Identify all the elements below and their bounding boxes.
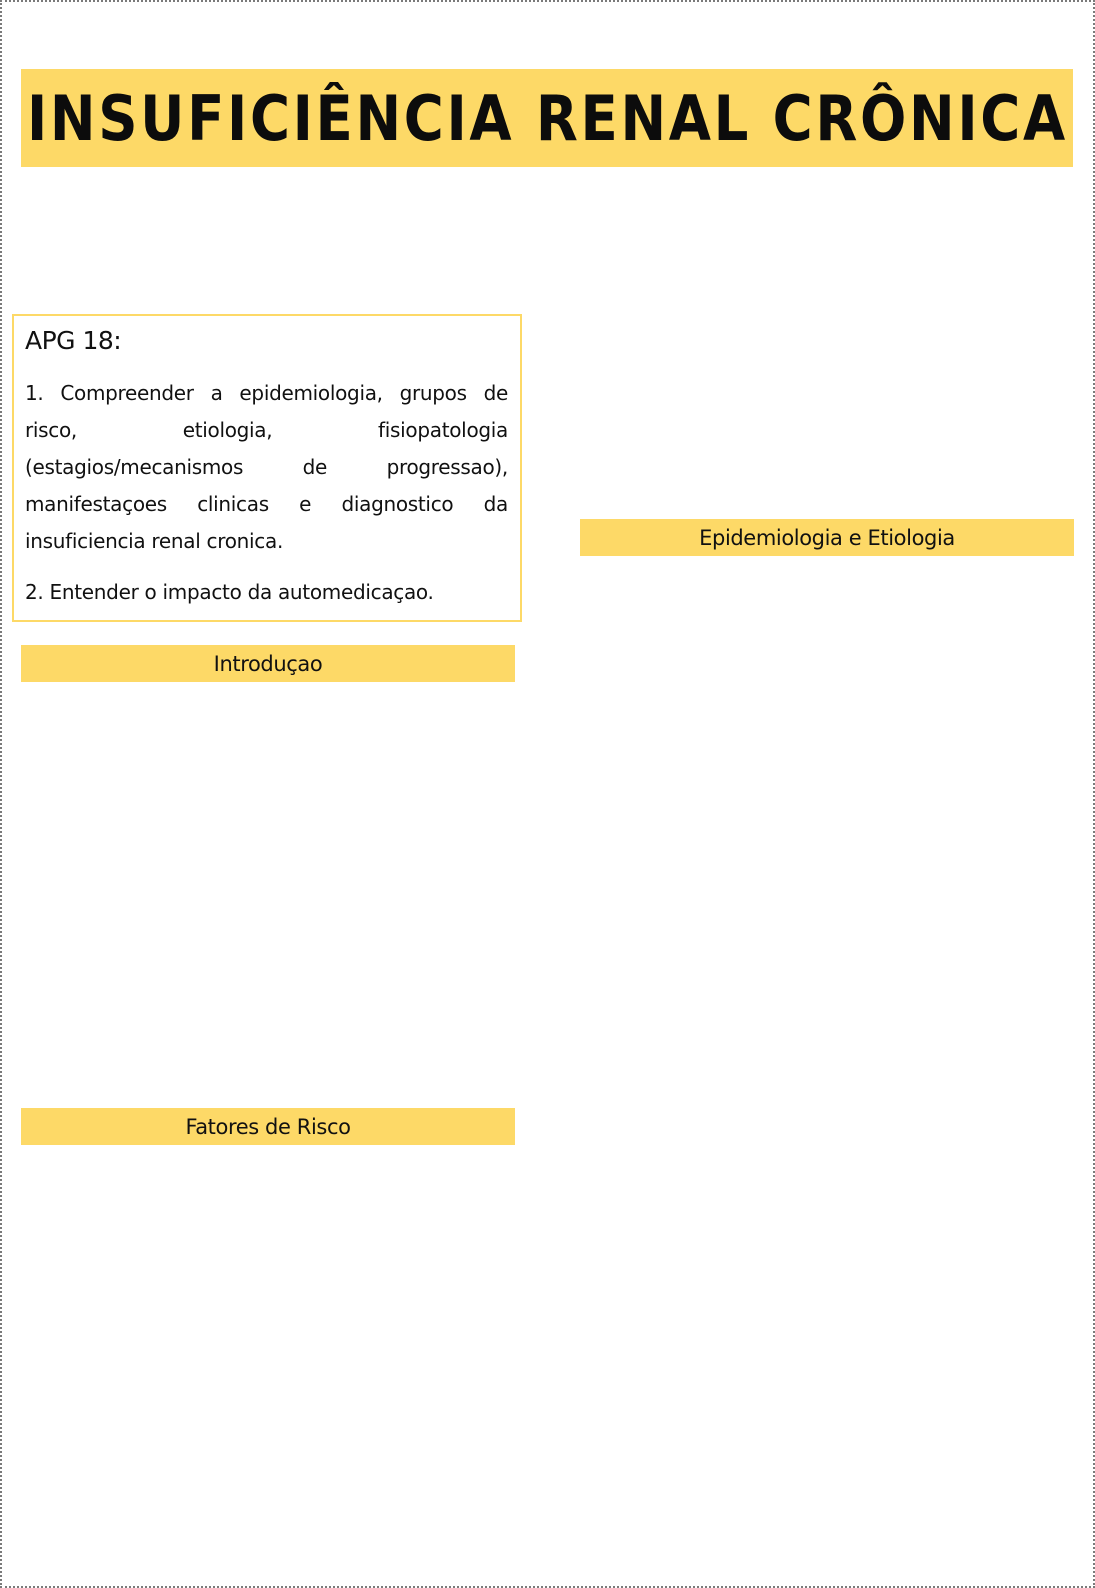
objective-item: 1. Compreender a epidemiologia, grupos de risco, etiologia, fisiopatologia (estagios/mecanismos de progressao), manifestaçoes clinicas e diagnostico da insuficiencia renal cronica. [25, 381, 508, 553]
objective-item: 2. Entender o impacto da automedicaçao. [25, 580, 434, 604]
section-header-epidemiology [580, 519, 1074, 556]
section-label: Introduçao [213, 651, 323, 676]
section-label: Epidemiologia e Etiologia [699, 525, 955, 550]
objectives-box [12, 314, 522, 622]
title-banner [21, 69, 1073, 167]
page-title: INSUFICIÊNCIA RENAL CRÔNICA [26, 81, 1068, 155]
section-label: Fatores de Risco [185, 1114, 351, 1139]
section-header-introduction [21, 645, 515, 682]
objectives-heading: APG 18: [25, 326, 122, 355]
section-header-risk-factors [21, 1108, 515, 1145]
